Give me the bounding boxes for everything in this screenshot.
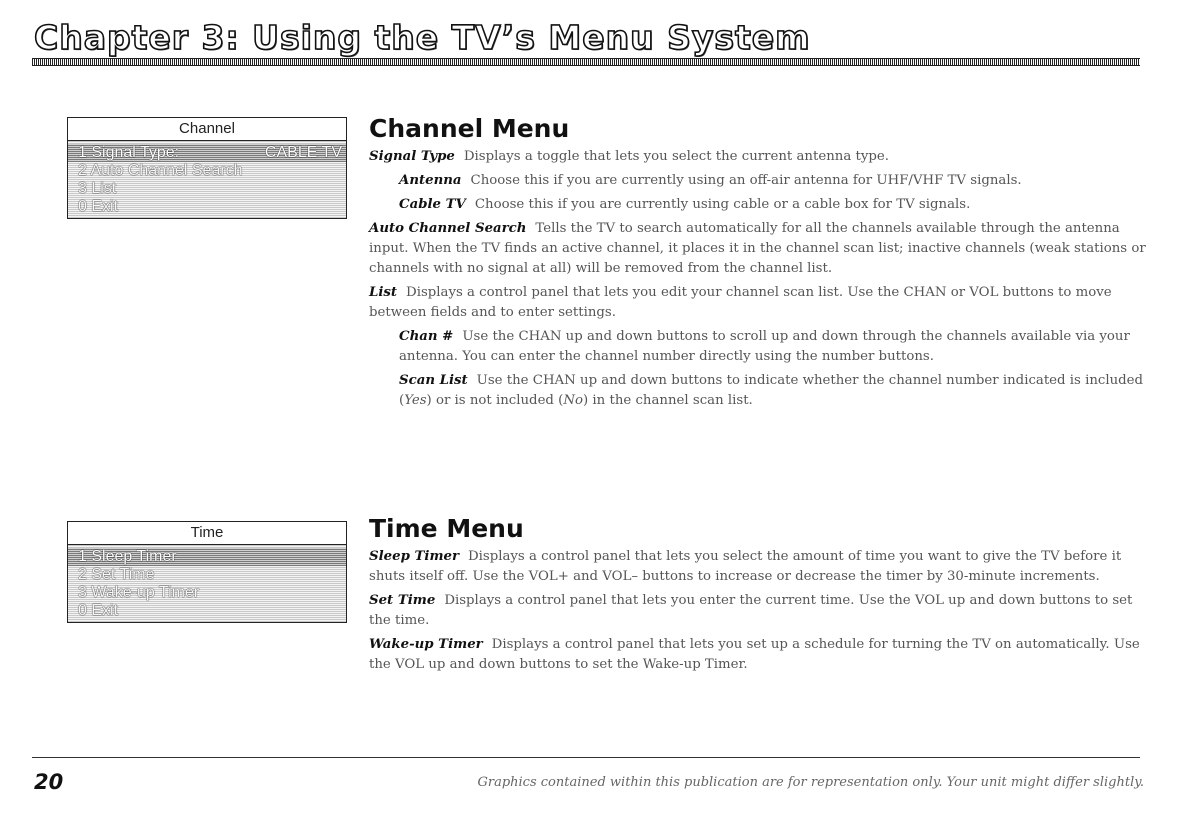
signal-type-value: CABLE TV xyxy=(264,144,342,161)
chapter-rule xyxy=(32,58,1140,66)
footer-rule xyxy=(32,757,1140,758)
menu-item-set-time: 2 Set Time xyxy=(78,566,155,583)
channel-menu-section xyxy=(369,113,1149,415)
chapter-title: Chapter 3: Using the TV’s Menu System xyxy=(34,18,811,57)
channel-menu-heading: Channel Menu xyxy=(369,114,570,143)
menu-item-signal-type: 1 Signal Type: CABLE TV xyxy=(68,144,346,162)
entry-scan-list: Scan List Use the CHAN up and down buttons to indicate whether the channel number indicated is included (Yes) or is not included (No) in the channel scan list. xyxy=(399,373,1144,408)
menu-item-exit: 0 Exit xyxy=(78,602,119,619)
channel-menu-screen-title: Channel xyxy=(68,118,346,141)
time-menu-screen xyxy=(67,521,347,623)
entry-signal-type: Signal Type Displays a toggle that lets you select the current antenna type. xyxy=(369,149,889,164)
channel-menu-screen xyxy=(67,117,347,219)
menu-item-exit: 0 Exit xyxy=(78,198,119,215)
menu-item-sleep-timer: 1 Sleep Timer xyxy=(68,548,346,566)
entry-sleep-timer: Sleep Timer Displays a control panel that lets you select the amount of time you want to give the TV before it shuts itself off. Use the VOL+ and VOL– buttons to increase or decrease the timer by 30-minute increments. xyxy=(369,549,1122,584)
time-menu-screen-title: Time xyxy=(68,522,346,545)
menu-item-list: 3 List xyxy=(78,180,117,197)
time-menu-heading: Time Menu xyxy=(369,514,524,543)
entry-wake-up-timer: Wake-up Timer Displays a control panel that lets you set up a schedule for turning the TV on automatically. Use the VOL up and down buttons to set the Wake-up Timer. xyxy=(369,637,1140,672)
time-menu-section xyxy=(369,513,1149,679)
page-number: 20 xyxy=(34,770,64,794)
entry-antenna: Antenna Choose this if you are currently using an off-air antenna for UHF/VHF TV signals. xyxy=(399,173,1022,188)
entry-chan-number: Chan # Use the CHAN up and down buttons to scroll up and down through the channels available via your antenna. You can enter the channel number directly using the number buttons. xyxy=(399,329,1130,364)
footer-disclaimer: Graphics contained within this publication are for representation only. Your unit might differ slightly. xyxy=(477,775,1144,790)
entry-cable-tv: Cable TV Choose this if you are currently using cable or a cable box for TV signals. xyxy=(399,197,971,212)
menu-item-wake-up-timer: 3 Wake-up Timer xyxy=(78,584,200,601)
entry-auto-channel-search: Auto Channel Search Tells the TV to search automatically for all the channels available through the antenna input. When the TV finds an active channel, it places it in the channel scan list; inactive channels (weak stations or channels with no signal at all) will be removed from the channel list. xyxy=(369,221,1146,276)
menu-item-auto-channel-search: 2 Auto Channel Search xyxy=(78,162,243,179)
entry-list: List Displays a control panel that lets you edit your channel scan list. Use the CHAN or VOL buttons to move between fields and to enter settings. xyxy=(369,285,1112,320)
entry-set-time: Set Time Displays a control panel that lets you enter the current time. Use the VOL up and down buttons to set the time. xyxy=(369,593,1133,628)
